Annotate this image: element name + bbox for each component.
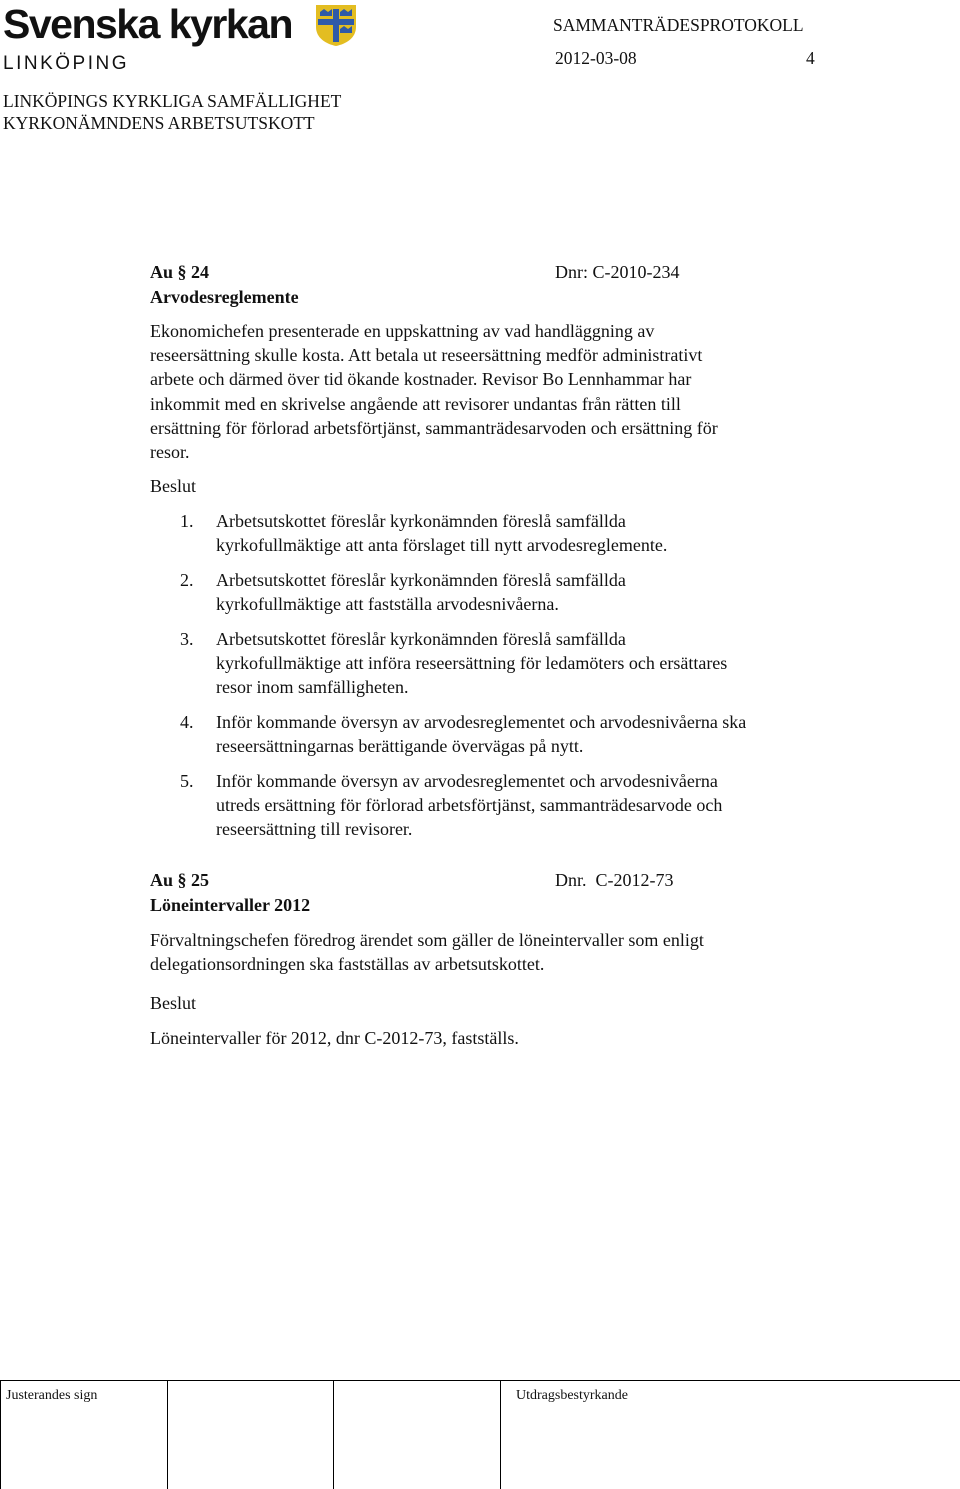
decision-line: resor inom samfälligheten. [216,677,409,698]
decision-line: Inför kommande översyn av arvodesreglementet och arvodesnivåerna [216,771,718,791]
section-title: Arvodesreglemente [150,287,299,307]
table-cell-divider [500,1380,501,1489]
paragraph-line: inkommit med en skrivelse angående att revisorer undantas från rätten till [150,393,681,414]
decision-line: Arbetsutskottet föreslår kyrkonämnden föreslå samfällda [216,570,626,590]
section-number: Au § 24 [150,262,210,282]
decision-number: 5. [180,771,194,791]
section-paragraph [150,928,830,976]
beslut-label: Beslut [150,476,197,496]
section-paragraph [150,319,830,464]
table-cell-divider [333,1380,334,1489]
decision-line: utreds ersättning för förlorad arbetsförtjänst, sammanträdesarvode och [216,795,723,816]
paragraph-line: reseersättning skulle kosta. Att betala ut reseersättning medför administrativt [150,345,703,366]
organization-name: LINKÖPINGS KYRKLIGA SAMFÄLLIGHET [3,91,342,111]
section-dnr: Dnr: C-2010-234 [555,262,680,282]
decision-number: 1. [180,511,194,531]
paragraph-line: resor. [150,442,190,463]
paragraph-line: Ekonomichefen presenterade en uppskattning av vad handläggning av [150,321,655,341]
paragraph-line: arbete och därmed över tid ökande kostnader. Revisor Bo Lennhammar har [150,369,692,390]
decision-number: 4. [180,712,194,732]
section-number: Au § 25 [150,870,210,890]
decision-number: 2. [180,570,194,590]
section-title: Löneintervaller 2012 [150,895,311,915]
decision-number: 3. [180,629,194,649]
beslut-label: Beslut [150,993,197,1013]
logo-wordmark: Svenska kyrkan [3,1,293,47]
decision-line: kyrkofullmäktige att fastställa arvodesnivåerna. [216,594,559,615]
page-number: 4 [806,48,815,68]
decision-line: kyrkofullmäktige att införa reseersättning för ledamöters och ersättares [216,653,728,674]
paragraph-line: delegationsordningen ska fastställas av arbetsutskottet. [150,954,545,975]
decision-line: reseersättningarnas berättigande övervägas på nytt. [216,736,584,757]
decision-line: reseersättning till revisorer. [216,819,413,840]
utdragsbestyrkande-label: Utdragsbestyrkande [516,1388,628,1403]
paragraph-line: Förvaltningschefen föredrog ärendet som gäller de löneintervaller som enligt [150,930,704,950]
decision-line: Inför kommande översyn av arvodesreglementet och arvodesnivåerna ska [216,712,747,732]
table-cell-divider [167,1380,168,1489]
logo-city: LINKÖPING [3,53,129,74]
decision-line: kyrkofullmäktige att anta förslaget till nytt arvodesreglemente. [216,535,668,556]
justerandes-sign-label: Justerandes sign [6,1388,98,1403]
committee-name: KYRKONÄMNDENS ARBETSUTSKOTT [3,113,315,133]
decision-line: Arbetsutskottet föreslår kyrkonämnden föreslå samfällda [216,511,626,531]
table-cell-divider [0,1380,1,1489]
document-type: SAMMANTRÄDESPROTOKOLL [553,15,804,35]
table-top-border [0,1380,960,1381]
document-date: 2012-03-08 [555,48,637,68]
section-dnr: Dnr. C-2012-73 [555,870,674,890]
church-shield-icon [314,3,358,47]
decision-line: Arbetsutskottet föreslår kyrkonämnden föreslå samfällda [216,629,626,649]
paragraph-line: ersättning för förlorad arbetsförtjänst, sammanträdesarvoden och ersättning för [150,417,718,438]
decision-text: Löneintervaller för 2012, dnr C-2012-73, fastställs. [150,1028,519,1048]
